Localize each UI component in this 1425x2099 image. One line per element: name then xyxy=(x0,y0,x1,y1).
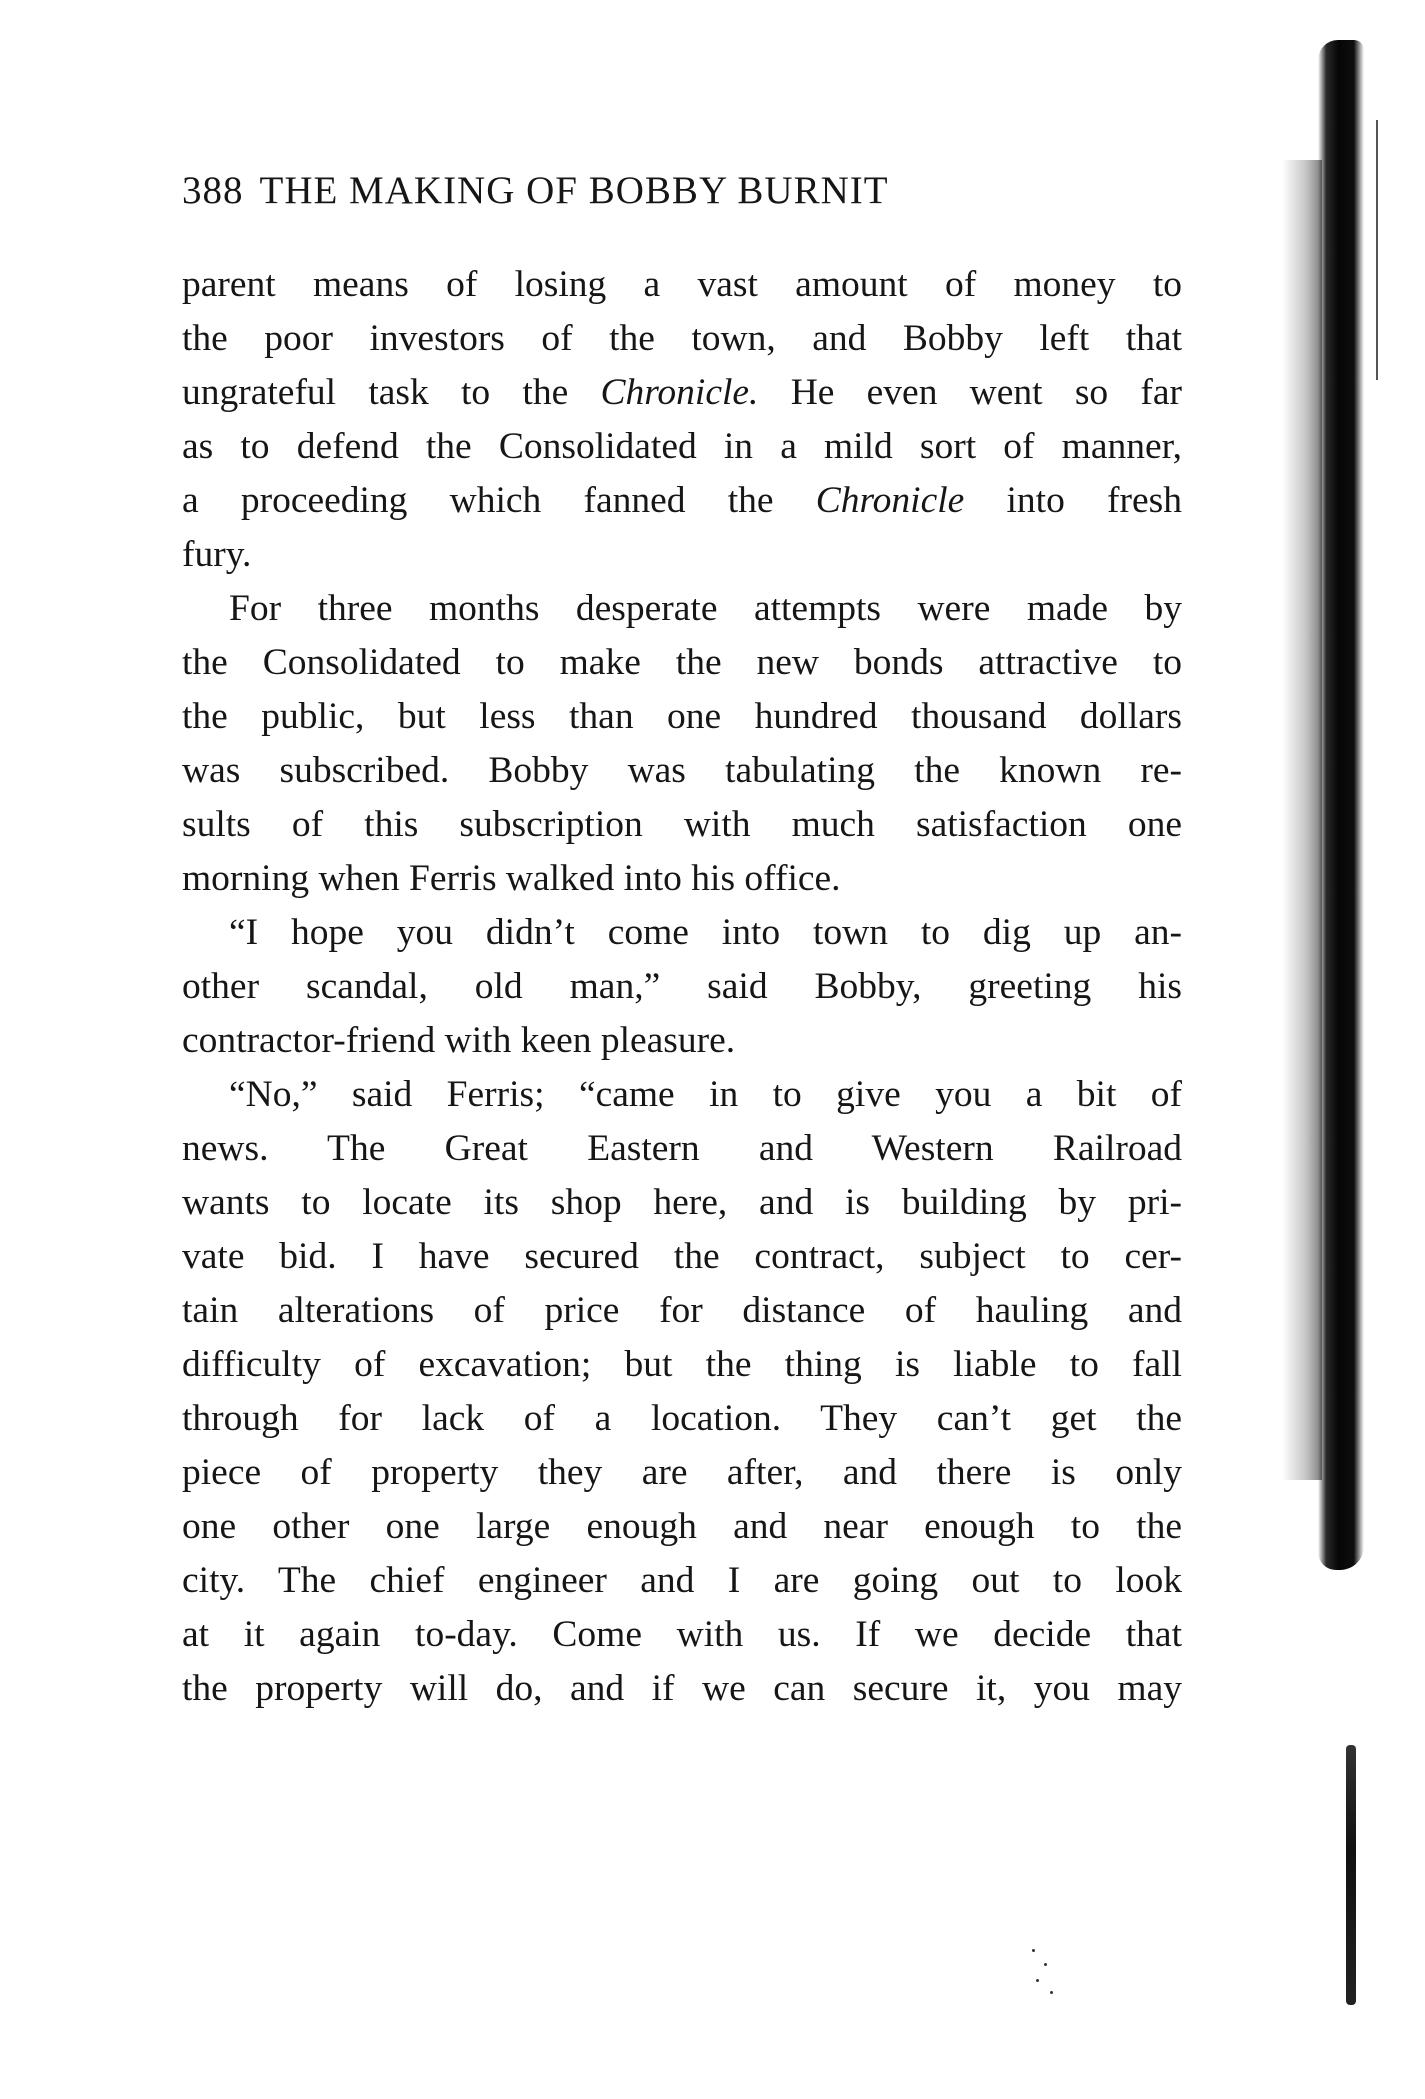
text-line: parent means of losing a vast amount of money to xyxy=(182,264,1182,305)
text-line: ungrateful task to the Chronicle. He even went so far xyxy=(182,372,1183,413)
text-line: contractor-friend with keen pleasure. xyxy=(182,1020,736,1061)
scan-shadow-haze xyxy=(1282,160,1322,1480)
text-line: through for lack of a location. They can’t get the xyxy=(182,1398,1182,1439)
italic-title: Chronicle xyxy=(815,480,965,521)
paragraph-start: For three months desperate attempts were made by xyxy=(229,588,1182,629)
text-line: vate bid. I have secured the contract, subject to cer- xyxy=(182,1236,1182,1277)
page-number: 388 xyxy=(182,169,244,212)
text-line: tain alterations of price for distance of hauling and xyxy=(182,1290,1182,1331)
scan-edge-line xyxy=(1376,120,1378,380)
text-line: one other one large enough and near enough to the xyxy=(182,1506,1182,1547)
text-line: city. The chief engineer and I are going out to look xyxy=(182,1560,1182,1601)
text-line: news. The Great Eastern and Western Railroad xyxy=(182,1128,1182,1169)
scan-edge-mark xyxy=(1346,1745,1356,2005)
text-line: the Consolidated to make the new bonds attractive to xyxy=(182,642,1182,683)
italic-title: Chronicle. xyxy=(600,372,759,413)
scan-specks xyxy=(1030,1945,1060,2005)
book-title: THE MAKING OF BOBBY BURNIT xyxy=(259,169,889,212)
text-line: a proceeding which fanned the Chronicle into fresh xyxy=(182,480,1183,521)
paragraph-start: “I hope you didn’t come into town to dig up an- xyxy=(229,912,1182,953)
paragraph-start: “No,” said Ferris; “came in to give you a bit of xyxy=(229,1074,1182,1115)
text-line: piece of property they are after, and there is only xyxy=(182,1452,1182,1493)
text-line: at it again to-day. Come with us. If we decide that xyxy=(182,1614,1182,1655)
text-line: was subscribed. Bobby was tabulating the known re- xyxy=(182,750,1182,791)
text-line: morning when Ferris walked into his office. xyxy=(182,858,841,899)
scan-gutter-shadow xyxy=(1318,40,1364,1570)
body-text xyxy=(182,258,1182,1716)
text-line: the poor investors of the town, and Bobby left that xyxy=(182,318,1182,359)
text-line: difficulty of excavation; but the thing is liable to fall xyxy=(182,1344,1182,1385)
text-line: fury. xyxy=(182,534,252,575)
text-line: the property will do, and if we can secure it, you may xyxy=(182,1668,1182,1709)
text-line: wants to locate its shop here, and is building by pri- xyxy=(182,1182,1182,1223)
text-line: other scandal, old man,” said Bobby, greeting his xyxy=(182,966,1182,1007)
text-line: sults of this subscription with much satisfaction one xyxy=(182,804,1182,845)
text-line: the public, but less than one hundred thousand dollars xyxy=(182,696,1182,737)
running-head xyxy=(182,168,1082,213)
text-line: as to defend the Consolidated in a mild sort of manner, xyxy=(182,426,1182,467)
